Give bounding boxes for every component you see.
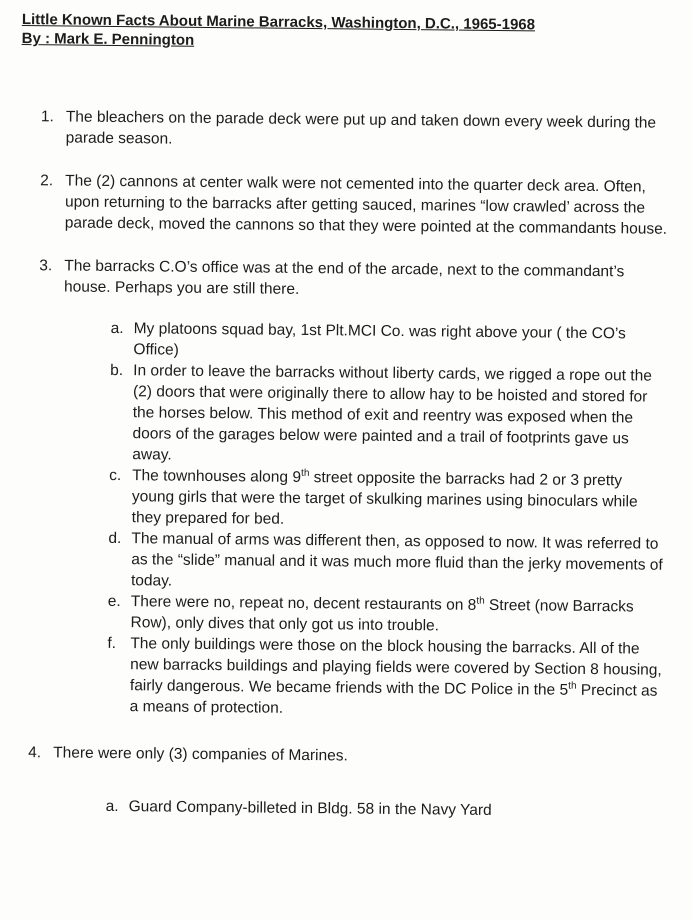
sub-item-text [130,591,665,639]
sub-item-letter: a. [105,797,119,816]
text-part: The only buildings were those on the block housing the barracks. All of the new barracks buildings and playing fields were covered by Section 8 housing, fairly dangerous. We became friends with the DC Police in the 5 [129,635,662,699]
list-item-4 [28,742,664,770]
sub-list-3-wrapper [15,317,669,723]
item-text: The barracks C.O’s office was at the end of the arcade, next to the commandant’s house. Perhaps you are still there. [64,257,625,298]
sub-item-3d [108,528,667,597]
sub-item-letter: a. [110,319,124,338]
text-part: There were no, repeat no, decent restaurants on 8 [130,593,477,614]
facts-list [14,106,671,823]
list-item-1 [41,106,671,155]
ordinal-suffix: th [301,467,310,479]
sub-list-3 [15,317,669,723]
sub-item-text [130,633,666,723]
text-part: street opposite the barracks had 2 or 3 pretty young girls that were the target of skulking marines using binoculars while they prepared for bed. [131,469,638,528]
sub-item-letter: f. [107,634,117,653]
item-number: 1. [40,108,54,126]
sub-item-3a [110,318,668,366]
sub-item-text: Guard Company-billeted in Bldg. 58 in the Navy Yard [128,798,492,819]
sub-item-3c [109,465,668,534]
ordinal-suffix: th [568,680,577,692]
text-part: Street (now Barracks Row), only dives that only got us into trouble. [130,596,634,635]
item-text: There were only (3) companies of Marines. [53,744,348,765]
text-part: The townhouses along 9 [132,467,302,486]
sub-item-letter: b. [110,361,124,380]
item-text: The (2) cannons at center walk were not cemented into the quarter deck area. Often, upon returning to the barracks after getting sauced, marines “low crawled’ across the parade deck, moved the cannons so that they were pointed at the commandants house. [64,172,668,238]
document-body [14,10,672,823]
sub-item-letter: c. [109,466,122,485]
item-number: 4. [28,744,42,762]
ordinal-suffix: th [476,595,485,607]
sub-list-4-wrapper [14,795,664,823]
item-number: 3. [39,257,53,275]
sub-item-3f [107,633,666,723]
sub-item-text [132,465,668,534]
item-text: The bleachers on the parade deck were put up and taken down every week during the parade season. [65,108,657,148]
document-byline: By : Mark E. Pennington [21,29,195,49]
document-title: Little Known Facts About Marine Barracks, Washington, D.C., 1965-1968 [21,10,536,34]
sub-item-4a [106,796,664,823]
sub-item-text: In order to leave the barracks without liberty cards, we rigged a rope out the (2) doors that were originally there to allow hay to be hoisted and stored for the horses below. This method of exit and reentry was exposed when the doors of the garages below were painted and a trail of footprints gave us away. [132,362,652,464]
text-part: Precinct as a means of protection. [129,681,658,717]
sub-item-text: The manual of arms was different then, as opposed to now. It was referred to as the “slide” manual and it was much more fluid than the jerky movements of today. [130,530,663,590]
sub-item-letter: e. [107,592,121,611]
item-number: 2. [40,172,54,190]
sub-item-letter: d. [108,529,122,548]
sub-item-3e [107,591,665,639]
list-item-2 [40,170,671,240]
sub-item-3b [109,360,668,471]
sub-list-4 [14,795,664,823]
sub-item-text: My platoons squad bay, 1st Plt.MCI Co. was right above your ( the CO’s Office) [133,320,626,359]
list-item-3 [39,255,669,304]
